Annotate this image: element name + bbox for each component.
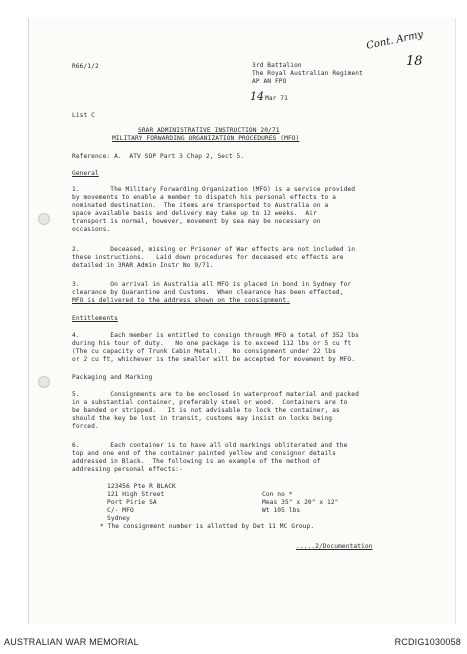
archive-record-id: RCDIG1030058 (394, 637, 461, 647)
paragraph-line: 2. Deceased, missing or Prisoner of War effects are not included in (72, 246, 356, 253)
paragraph-line: nominated destination. The items are transported to Australia on a (72, 202, 329, 209)
paragraph-line: be banded or stripped. It is not advisable to lock the container, as (72, 407, 340, 414)
unit-line-2: The Royal Australian Regiment (252, 70, 363, 77)
date-handwritten: 14 (250, 90, 264, 103)
paragraph-line: in a substantial container, preferably steel or wood. Containers are to (72, 399, 348, 406)
archive-footer (0, 626, 467, 654)
address-line: 121 High Street (107, 491, 165, 498)
archive-name: AUSTRALIAN WAR MEMORIAL (4, 637, 139, 647)
address-line: 123456 Pte R BLACK (107, 483, 176, 490)
paragraph-line: 3. On arrival in Australia all MFO is placed in bond in Sydney for (72, 281, 352, 288)
address-line: Port Pirie SA (107, 499, 157, 506)
continuation-marker: .....2/Documentation (296, 543, 373, 550)
document-title: SRAR ADMINISTRATIVE INSTRUCTION 20/71 (138, 127, 280, 134)
paragraph-line: detailed in 3RAR Admin Instr No 9/71. (72, 262, 214, 269)
paragraph-line: MFO is delivered to the address shown on the consignment. (72, 297, 291, 304)
consignment-line: Wt 105 lbs (262, 507, 301, 514)
section-heading-general: General (72, 170, 99, 177)
paragraph-line: addressed in Black. The following is an example of the method of (72, 458, 321, 465)
paragraph-line: forced. (72, 423, 99, 430)
paragraph-line: top and one end of the container painted yellow and consignor details (72, 450, 336, 457)
document-subtitle: MILITARY FORWARDING ORGANIZATION PROCEDURES (MFO) (112, 135, 300, 142)
paragraph-line: during his tour of duty. No one package is to exceed 112 lbs or 5 cu ft (72, 340, 352, 347)
paragraph-line: 1. The Military Forwarding Organization (MFO) is a service provided (72, 186, 356, 193)
paragraph-line: or 2 cu ft, whichever is the smaller will be accepted for movement by MFO. (72, 356, 356, 363)
list-label: List C (72, 112, 95, 119)
punch-hole (38, 376, 50, 388)
paragraph-line: should the key be lost in transit, customs may insist on locks being (72, 415, 333, 422)
allotment-note: * The consignment number is allotted by Det 11 MC Group. (100, 523, 315, 530)
section-heading-packaging: Packaging and Marking (72, 374, 153, 381)
address-line: C/- MFO (107, 507, 134, 514)
address-line: Sydney (107, 515, 130, 522)
handwritten-annotation: Cont. Army (365, 29, 425, 52)
paragraph-line: by movements to enable a member to dispatch his personal effects to a (72, 194, 336, 201)
file-reference: R66/1/2 (72, 63, 99, 70)
paragraph-line: occasions. (72, 226, 111, 233)
paragraph-line: (The cu capacity of Trunk Cabin Metal). No consignment under 22 lbs (72, 348, 336, 355)
consignment-line: Meas 35" x 20" x 12" (262, 499, 339, 506)
page-number-handwritten: 18 (406, 54, 423, 69)
paragraph-line: 4. Each member is entitled to consign through MFO a total of 352 lbs (72, 332, 359, 339)
paragraph-line: space available basis and delivery may take up to 12 weeks. Air (72, 210, 317, 217)
paragraph-line: 6. Each container is to have all old markings obliterated and the (72, 442, 348, 449)
unit-line-3: AP AN FPO (252, 78, 287, 85)
paragraph-line: addressing personal effects:- (72, 466, 183, 473)
paragraph-line: clearance by Quarantine and Customs. When clearance has been effected, (72, 289, 344, 296)
punch-hole (38, 213, 50, 225)
consignment-line: Con no * (262, 491, 293, 498)
unit-line-1: 3rd Battalion (252, 62, 302, 69)
date: Mar 71 (265, 95, 288, 102)
paragraph-line: these instructions. Laid down procedures for deceased etc effects are (72, 254, 344, 261)
paragraph-line: 5. Consignments are to be enclosed in waterproof material and packed (72, 391, 359, 398)
reference-line: Reference: A. ATV SOP Part 3 Chap 2, Sect 5. (72, 153, 245, 160)
paragraph-line: transport is normal, however, movement by sea may be necessary on (72, 218, 321, 225)
section-heading-entitlements: Entitlements (72, 315, 118, 322)
